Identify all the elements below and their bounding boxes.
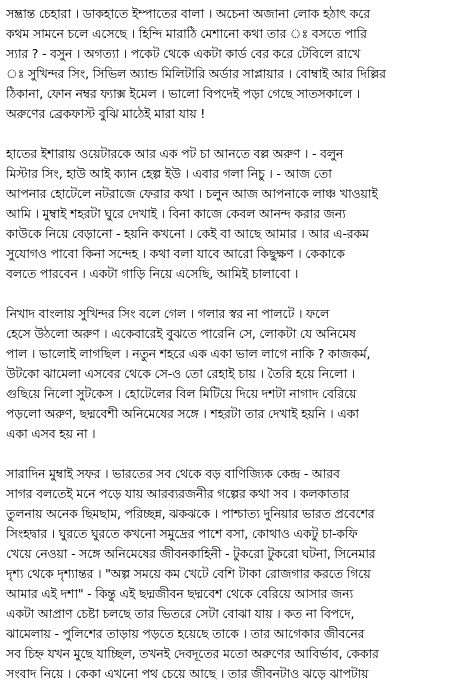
text-line: ঃ সুখিন্দর সিং, সিভিল অ্যান্ড মিলিটারি অর্ডার সাপ্লায়ার । বোম্বাই আর দিল্লির xyxy=(6,66,386,81)
paragraph-gap xyxy=(6,124,452,144)
text-line: সিংহদ্বার । ঘুরতে ঘুরতে কখনো সমুদ্রের পাশে বসা, কোথাও একটু চা-কফি xyxy=(6,526,358,541)
paragraph-gap xyxy=(6,284,452,304)
text-line: খেয়ে নেওয়া - সঙ্গে অনিমেষের জীবনকাহিনী - টুকরো টুকরো ঘটনা, সিনেমার xyxy=(6,546,376,561)
text-line: সুযোগও পাবো কিনা সন্দেহ । কথা বলা যাবে আরো কিছুক্ষণ । কেকাকে xyxy=(6,246,345,261)
text-line: সম্ভ্রান্ত চেহারা । ডাকহাতে ইম্পাতের বালা । অচেনা অজানা লোক হঠাৎ করে xyxy=(6,6,371,21)
text-line: সারাদিন মুম্বাই সফর । ভারতের সব থেকে বড় বাণিজ্যিক কেন্দ্র - আরব xyxy=(6,466,340,481)
paragraph-2 xyxy=(6,144,452,284)
text-line: মিস্টার সিং, হাউ আই ক্যান হেল্প ইউ । এবার গলা নিচু । - আজ তো xyxy=(6,166,332,181)
paragraph-1 xyxy=(6,4,452,124)
paragraph-3 xyxy=(6,304,452,444)
text-line: পাল । ভালোই লাগছিল । নতুন শহরে এক একা ভাল লাগে নাকি ? কাজকর্ম, xyxy=(6,346,371,361)
text-line: হেসে উঠলো অরুণ । একেবারেই বুঝতে পারেনি সে, লোকটা যে অনিমেষ xyxy=(6,326,356,341)
text-line: দৃশ্য থেকে দৃশ্যান্তর । "অল্প সময়ে কম খেটে বেশি টাকা রোজগার করতে গিয়ে xyxy=(6,566,371,581)
paragraph-gap xyxy=(6,444,452,464)
text-line: পড়লো অরুণ, ছদ্মবেশী অনিমেষের সঙ্গে । শহরটা তার দেখাই হয়নি । একা xyxy=(6,406,359,421)
text-line: গুছিয়ে নিলো সুটকেস । হোটেলের বিল মিটিয়ে দিয়ে দশটা নাগাদ বেরিয়ে xyxy=(6,386,357,401)
text-line: অরুণের ব্রেকফাস্ট বুঝি মাঠেই মারা যায় ! xyxy=(6,106,206,121)
text-line: ঝামেলায় - পুলিশের তাড়ায় পড়তে হয়েছে তাকে । তার আগেকার জীবনের xyxy=(6,626,365,641)
text-line: সব চিহ্ন যখন মুছে যাচ্ছিল, তখনই দেবদূতের মতো অরুণের আবির্ভাব, কেকার xyxy=(6,646,379,661)
text-line: সাগর বলতেই মনে পড়ে যায় আরব্যরজনীর গল্পের কথা সব । কলকাতার xyxy=(6,486,350,501)
text-line: আমার এই দশা" - কিন্তু এই ছদ্মজীবন ছদ্মবেশ থেকে বেরিয়ে আসার জন্য xyxy=(6,586,353,601)
text-line: কাউকে নিয়ে বেড়ানো - হয়নি কখনো । কেই বা আছে আমার । আর এ-রকম xyxy=(6,226,369,241)
text-line: তুলনায় অনেক ছিমছাম, পরিচ্ছন্ন, ঝকঝকে । পাশ্চাত্য দুনিয়ার ভারত প্রবেশের xyxy=(6,506,375,521)
text-line: বলতে পারবেন । একটা গাড়ি নিয়ে এসেছি, আমিই চালাবো । xyxy=(6,266,299,281)
text-line: নিখাদ বাংলায় সুখিন্দর সিং বলে গেল । গলার স্বর না পালটে । ফলে xyxy=(6,306,330,321)
text-line: ঠিকানা, ফোন নম্বর ফ্যাক্স ইমেল । ভালো বিপদেই পড়া গেছে সাতসকালে । xyxy=(6,86,361,101)
text-line: হাতের ইশারায় ওয়েটারকে আর এক পট চা আনতে বল্ল অরুণ । - বলুন xyxy=(6,146,344,161)
text-line: একটা আপ্রাণ চেষ্টা চলছে তার ভিতরে সেটা বোঝা যায় । কত না বিপদে, xyxy=(6,606,355,621)
text-line: আপনার হোটেলে নটরাজে ফেরার কথা । চলুন আজ আপনাকে লাঞ্চ খাওয়াই xyxy=(6,186,378,201)
text-line: স্যার ? - বসুন । অগত্যা । পকেট থেকে একটা কার্ড বের করে টেবিলে রাখে xyxy=(6,46,361,61)
text-line: আমি । মুম্বাই শহরটা ঘুরে দেখাই । বিনা কাজে কেবল আনন্দ করার জন্য xyxy=(6,206,346,221)
text-line: কথম সামনে চলে এসেছে । হিন্দি মারাঠি মেশানো কথা তার ঃ বসতে পারি xyxy=(6,26,367,41)
paragraph-4 xyxy=(6,464,452,684)
text-line: উটকো ঝামেলা এসবের থেকে সে-ও তো রেহাই চায় । তৈরি হয়ে নিলো । xyxy=(6,366,355,381)
text-line: সংবাদ নিয়ে । কেকা এখনো পথ চেয়ে আছে । তার জীবনটাও ঝড়ে ঝাপটায় xyxy=(6,666,369,681)
text-line: একা এসব হয় না । xyxy=(6,426,96,441)
